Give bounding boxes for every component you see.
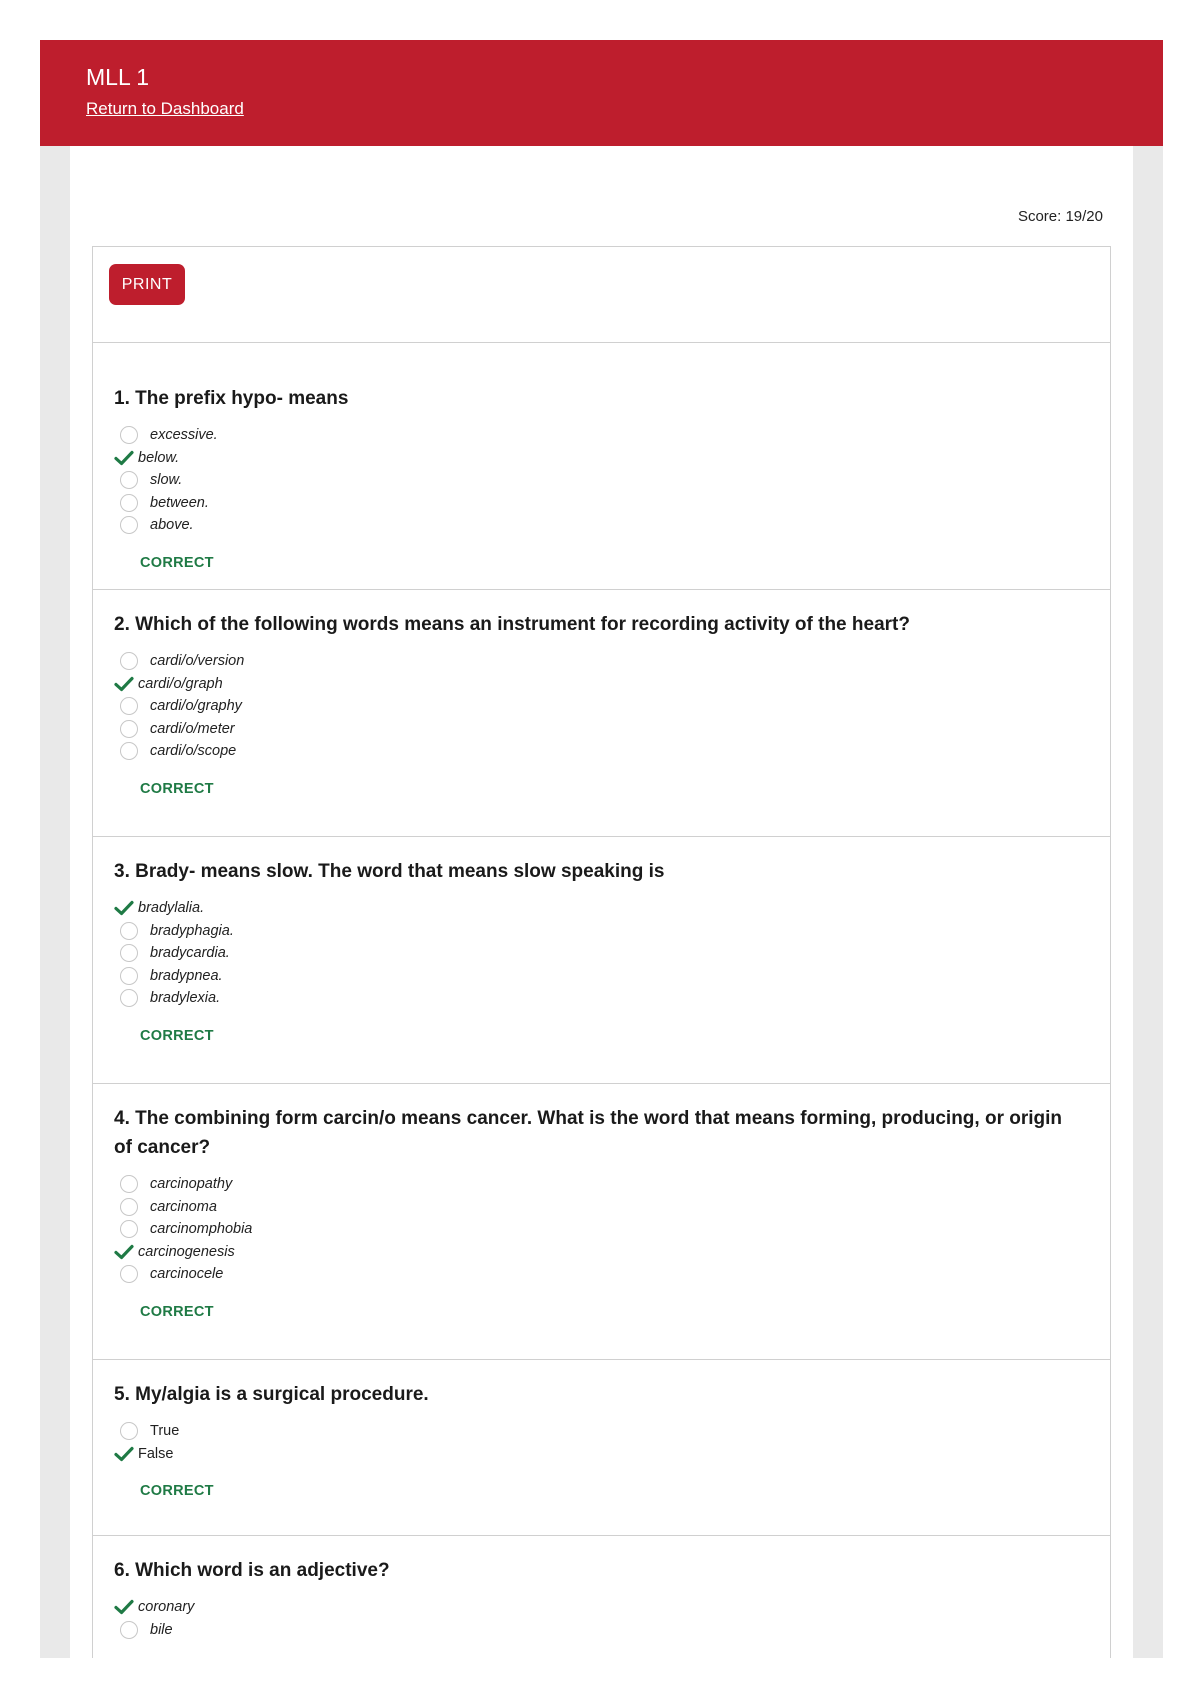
checkmark-icon <box>114 1244 134 1260</box>
question-text: 6. Which word is an adjective? <box>114 1560 390 1581</box>
option-item: cardi/o/scope <box>93 740 1110 763</box>
checkmark-icon <box>114 676 134 692</box>
result-status: CORRECT <box>140 1027 214 1044</box>
option-item: above. <box>93 514 1110 537</box>
options-list <box>93 897 1110 1010</box>
option-item: bradyphagia. <box>93 920 1110 943</box>
radio-unselected-icon <box>120 1265 138 1283</box>
radio-unselected-icon <box>120 1621 138 1639</box>
checkmark-icon <box>114 1446 134 1462</box>
option-item: below. <box>93 447 1110 470</box>
radio-unselected-icon <box>120 471 138 489</box>
question-5 <box>92 1359 1111 1535</box>
question-2 <box>92 589 1111 836</box>
option-item: carcinoma <box>93 1196 1110 1219</box>
option-item: bradylexia. <box>93 987 1110 1010</box>
result-status: CORRECT <box>140 554 214 571</box>
question-text: 3. Brady- means slow. The word that means slow speaking is <box>114 861 665 882</box>
option-item: True <box>93 1420 1110 1443</box>
return-to-dashboard-link[interactable]: Return to Dashboard <box>86 99 244 118</box>
options-list <box>93 424 1110 537</box>
radio-unselected-icon <box>120 720 138 738</box>
options-list <box>93 1596 1110 1641</box>
print-button[interactable]: PRINT <box>109 264 185 305</box>
radio-unselected-icon <box>120 944 138 962</box>
radio-unselected-icon <box>120 697 138 715</box>
option-item: cardi/o/meter <box>93 718 1110 741</box>
radio-unselected-icon <box>120 652 138 670</box>
radio-unselected-icon <box>120 426 138 444</box>
option-item: bradylalia. <box>93 897 1110 920</box>
score-label: Score: 19/20 <box>1017 208 1103 225</box>
question-3 <box>92 836 1111 1083</box>
question-6 <box>92 1535 1111 1658</box>
radio-unselected-icon <box>120 494 138 512</box>
option-item: slow. <box>93 469 1110 492</box>
option-item: cardi/o/graph <box>93 673 1110 696</box>
option-item: between. <box>93 492 1110 515</box>
option-item: excessive. <box>93 424 1110 447</box>
question-4 <box>92 1083 1111 1359</box>
result-status: CORRECT <box>140 1303 214 1320</box>
radio-unselected-icon <box>120 1198 138 1216</box>
result-status: CORRECT <box>140 1483 214 1499</box>
option-item: cardi/o/version <box>93 650 1110 673</box>
question-text: 1. The prefix hypo- means <box>114 388 349 409</box>
option-item: coronary <box>93 1596 1110 1619</box>
option-item: bile <box>93 1619 1110 1642</box>
radio-unselected-icon <box>120 1175 138 1193</box>
radio-unselected-icon <box>120 1220 138 1238</box>
checkmark-icon <box>114 450 134 466</box>
page-frame <box>40 40 1163 1658</box>
option-item: carcinocele <box>93 1263 1110 1286</box>
checkmark-icon <box>114 900 134 916</box>
header-bar <box>40 40 1163 146</box>
option-item: bradypnea. <box>93 965 1110 988</box>
options-list <box>93 1173 1110 1286</box>
options-list <box>93 650 1110 763</box>
question-text: 2. Which of the following words means an instrument for recording activity of the heart? <box>114 614 910 635</box>
radio-unselected-icon <box>120 922 138 940</box>
print-section <box>92 246 1111 342</box>
result-status: CORRECT <box>140 780 214 797</box>
radio-unselected-icon <box>120 742 138 760</box>
radio-unselected-icon <box>120 516 138 534</box>
option-item: carcinopathy <box>93 1173 1110 1196</box>
radio-unselected-icon <box>120 967 138 985</box>
radio-unselected-icon <box>120 989 138 1007</box>
question-1 <box>92 342 1111 589</box>
question-text: 4. The combining form carcin/o means cancer. What is the word that means forming, producing, or origin of cancer? <box>114 1108 1063 1158</box>
option-item: cardi/o/graphy <box>93 695 1110 718</box>
option-item: bradycardia. <box>93 942 1110 965</box>
checkmark-icon <box>114 1599 134 1615</box>
option-item: carcinomphobia <box>93 1218 1110 1241</box>
option-item: carcinogenesis <box>93 1241 1110 1264</box>
question-text: 5. My/algia is a surgical procedure. <box>114 1384 429 1405</box>
options-list <box>93 1420 1110 1465</box>
option-item: False <box>93 1443 1110 1466</box>
results-panel <box>70 146 1133 1658</box>
quiz-title: MLL 1 <box>86 64 150 90</box>
radio-unselected-icon <box>120 1422 138 1440</box>
